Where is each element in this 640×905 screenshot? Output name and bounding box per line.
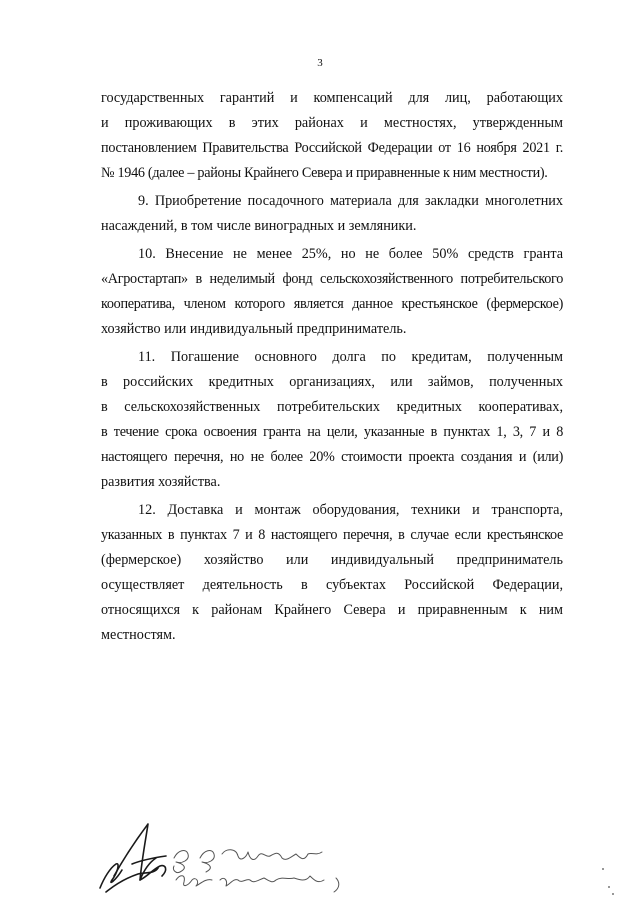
text-line: (фермерское) хозяйство или индивидуальный предприниматель [101, 552, 563, 568]
text-line: 11. Погашение основного долга по кредитам, полученным [138, 349, 563, 365]
text-line: в российских кредитных организациях, или займов, полученных [101, 374, 563, 390]
text-line: хозяйство или индивидуальный предприниматель. [101, 321, 407, 337]
text-line: № 1946 (далее – районы Крайнего Севера и приравненные к ним местности). [101, 165, 548, 181]
text-line: 12. Доставка и монтаж оборудования, техники и транспорта, [138, 502, 563, 518]
scan-speck [608, 886, 610, 888]
text-line: в сельскохозяйственных потребительских кредитных кооперативах, [101, 399, 563, 415]
text-line: настоящего перечня, но не более 20% стоимости проекта создания и (или) [101, 449, 563, 465]
text-line: насаждений, в том числе виноградных и земляники. [101, 218, 417, 234]
text-line: «Агростартап» в неделимый фонд сельскохозяйственного потребительского [101, 271, 563, 287]
paragraph-item-11 [101, 345, 563, 495]
text-line: 10. Внесение не менее 25%, но не более 50% средств гранта [138, 246, 563, 262]
text-line: 9. Приобретение посадочного материала для закладки многолетних [138, 193, 563, 209]
document-body [101, 86, 563, 648]
text-line: развития хозяйства. [101, 474, 221, 490]
text-line: осуществляет деятельность в субъектах Российской Федерации, [101, 577, 563, 593]
scan-speck [612, 893, 614, 895]
text-line: и проживающих в этих районах и местностях, утвержденным [101, 115, 563, 131]
text-line: кооператива, членом которого является данное крестьянское (фермерское) [101, 296, 563, 312]
text-line: постановлением Правительства Российской Федерации от 16 ноября 2021 г. [101, 140, 563, 156]
text-line: указанных в пунктах 7 и 8 настоящего перечня, в случае если крестьянское [101, 527, 563, 543]
page-number: 3 [317, 57, 323, 69]
scan-speck [602, 868, 604, 870]
paragraph-continuation [101, 86, 563, 186]
text-line: государственных гарантий и компенсаций для лиц, работающих [101, 90, 563, 106]
text-line: местностям. [101, 627, 176, 643]
text-line: относящихся к районам Крайнего Севера и приравненным к ним [101, 602, 563, 618]
handwritten-signature [96, 818, 366, 898]
paragraph-item-10 [101, 242, 563, 342]
text-line: в течение срока освоения гранта на цели, указанные в пунктах 1, 3, 7 и 8 [101, 424, 563, 440]
paragraph-item-9 [101, 189, 563, 239]
paragraph-item-12 [101, 498, 563, 648]
